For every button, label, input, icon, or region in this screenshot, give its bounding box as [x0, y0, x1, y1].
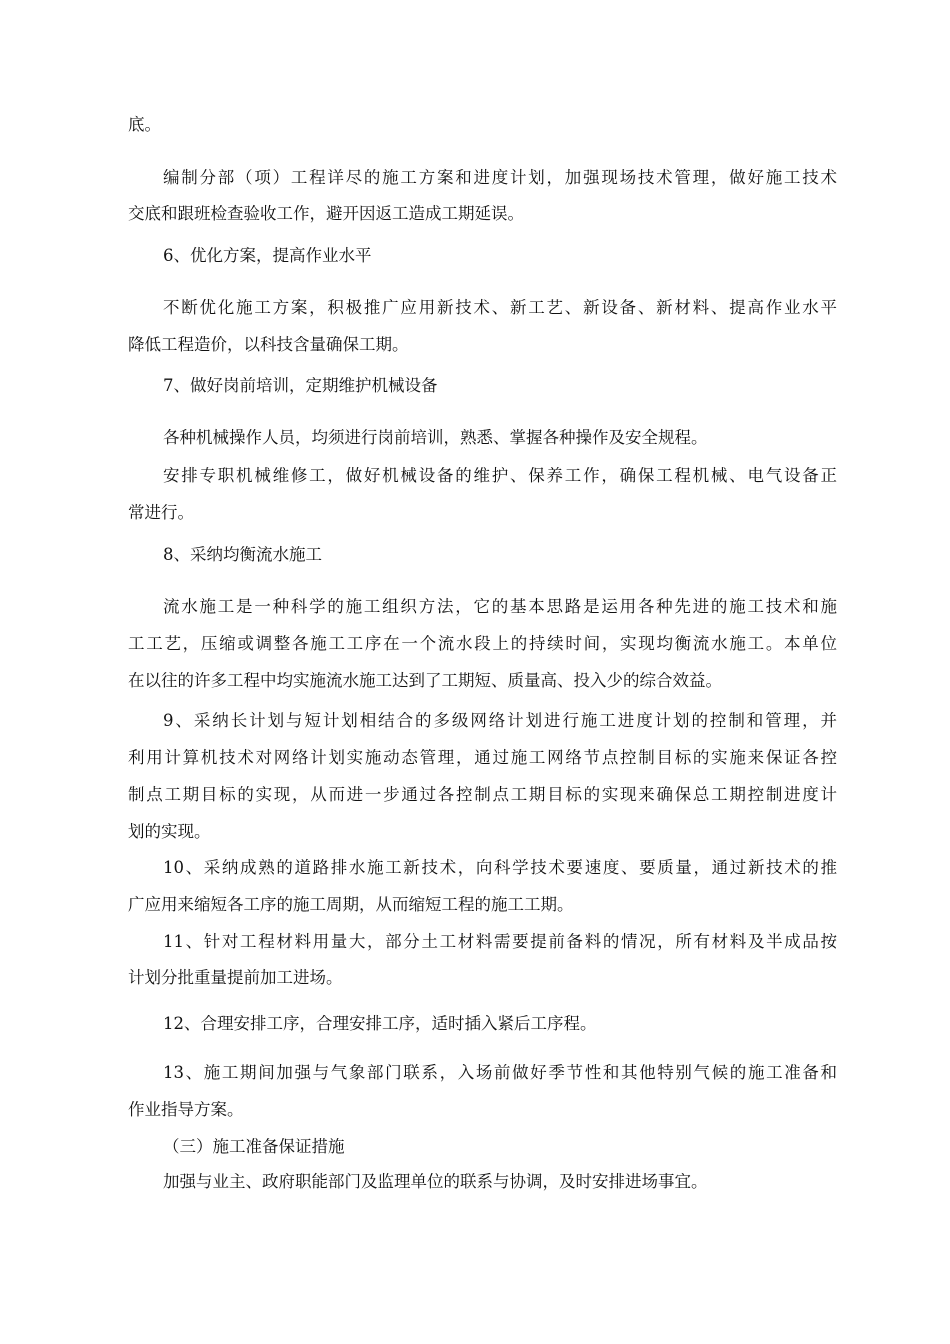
text-line: 工工艺，压缩或调整各施工工序在一个流水段上的持续时间，实现均衡流水施工。本单位	[128, 634, 837, 653]
text-line: 10、采纳成熟的道路排水施工新技术，向科学技术要速度、要质量，通过新技术的推	[163, 858, 837, 877]
text-line: 流水施工是一种科学的施工组织方法，它的基本思路是运用各种先进的施工技术和施	[163, 597, 837, 616]
text-line: 在以往的许多工程中均实施流水施工达到了工期短、质量高、投入少的综合效益。	[128, 671, 722, 690]
text-line: 不断优化施工方案，积极推广应用新技术、新工艺、新设备、新材料、提高作业水平	[163, 298, 837, 317]
text-line: 常进行。	[128, 503, 194, 522]
text-line: 划的实现。	[128, 822, 211, 841]
text-line: 交底和跟班检查验收工作，避开因返工造成工期延误。	[128, 204, 524, 223]
text-line: 9、采纳长计划与短计划相结合的多级网络计划进行施工进度计划的控制和管理，并	[163, 711, 837, 730]
text-line: 11、针对工程材料用量大，部分土工材料需要提前备料的情况，所有材料及半成品按	[163, 932, 837, 951]
text-line: 安排专职机械维修工，做好机械设备的维护、保养工作，确保工程机械、电气设备正	[163, 466, 837, 485]
section-heading: 8、采纳均衡流水施工	[163, 545, 322, 564]
section-heading: （三）施工准备保证措施	[163, 1137, 345, 1156]
text-line: 各种机械操作人员，均须进行岗前培训，熟悉、掌握各种操作及安全规程。	[163, 428, 708, 447]
text-line: 加强与业主、政府职能部门及监理单位的联系与协调，及时安排进场事宜。	[163, 1172, 708, 1191]
text-line: 底。	[128, 115, 161, 134]
text-line: 12、合理安排工序，合理安排工序，适时插入紧后工序程。	[163, 1014, 597, 1033]
section-heading: 7、做好岗前培训，定期维护机械设备	[163, 376, 438, 395]
text-line: 制点工期目标的实现，从而进一步通过各控制点工期目标的实现来确保总工期控制进度计	[128, 785, 837, 804]
text-line: 广应用来缩短各工序的施工周期，从而缩短工程的施工工期。	[128, 895, 574, 914]
text-line: 作业指导方案。	[128, 1100, 244, 1119]
section-heading: 6、优化方案，提高作业水平	[163, 246, 372, 265]
text-line: 利用计算机技术对网络计划实施动态管理，通过施工网络节点控制目标的实施来保证各控	[128, 748, 837, 767]
text-line: 编制分部（项）工程详尽的施工方案和进度计划，加强现场技术管理，做好施工技术	[163, 168, 837, 187]
text-line: 计划分批重量提前加工进场。	[128, 968, 343, 987]
text-line: 13、施工期间加强与气象部门联系，入场前做好季节性和其他特别气候的施工准备和	[163, 1063, 837, 1082]
text-line: 降低工程造价，以科技含量确保工期。	[128, 335, 409, 354]
